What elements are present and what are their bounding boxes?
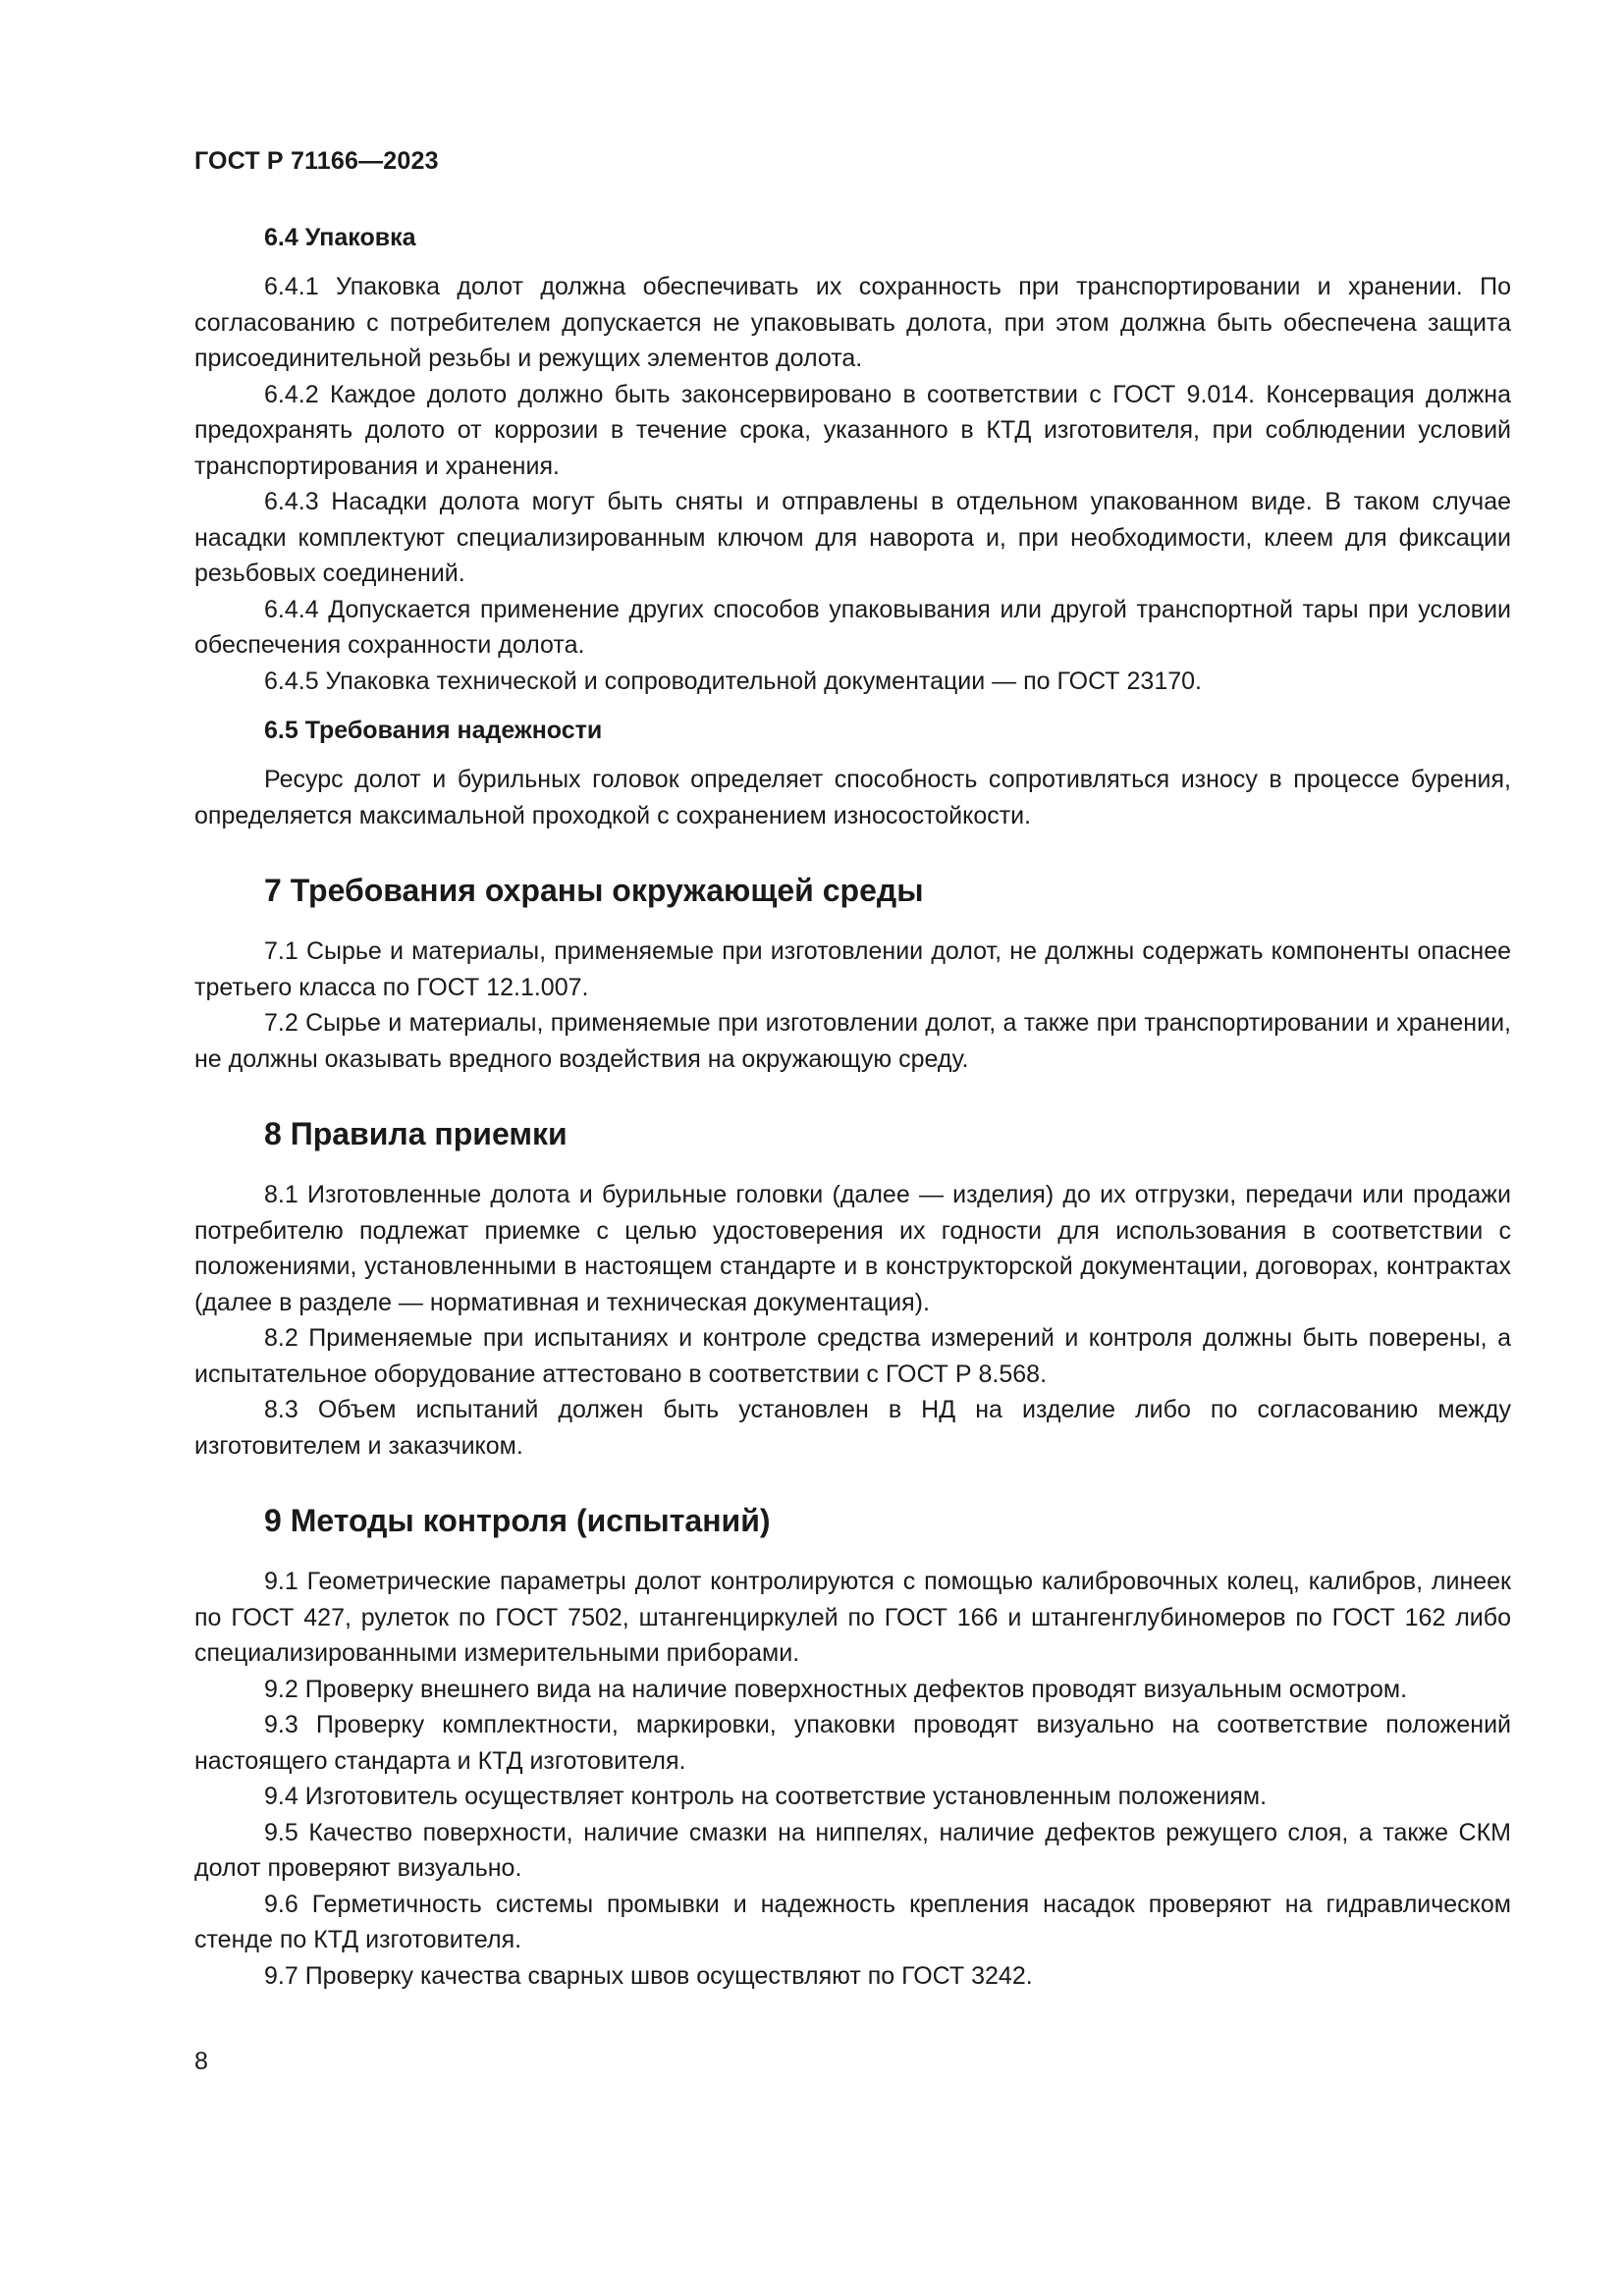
document-header: ГОСТ Р 71166—2023 [194, 147, 439, 175]
page-number: 8 [194, 2048, 208, 2075]
paragraph-6-4-1: 6.4.1 Упаковка долот должна обеспечивать их сохранность при транспортировании и хранении. По согласованию с потребителем допускается не упаковывать долота, при этом должна быть обеспечена защита присоединительной резьбы и режущих элементов долота. [194, 273, 1511, 372]
paragraph-6-4-2: 6.4.2 Каждое долото должно быть законсервировано в соответствии с ГОСТ 9.014. Консервация должна предохранять долото от коррозии в течение срока, указанного в КТД изготовителя, при соблюдении условий транспортирования и хранения. [194, 380, 1511, 480]
document-body [194, 220, 1511, 1994]
paragraph-9-5: 9.5 Качество поверхности, наличие смазки на ниппелях, наличие дефектов режущего слоя, а также СКМ долот проверяют визуально. [194, 1818, 1511, 1882]
section-title-8: 8 Правила приемки [264, 1116, 568, 1151]
section-title-7: 7 Требования охраны окружающей среды [264, 873, 924, 908]
subsection-title-6-5: 6.5 Требования надежности [264, 717, 603, 744]
paragraph-6-4-3: 6.4.3 Насадки долота могут быть сняты и отправлены в отдельном упакованном виде. В таком случае насадки комплектуют специализированным ключом для наворота и, при необходимости, клеем для фиксации резьбовых соединений. [194, 488, 1511, 587]
paragraph-7-2: 7.2 Сырье и материалы, применяемые при изготовлении долот, а также при транспортировании и хранении, не должны оказывать вредного воздействия на окружающую среду. [194, 1009, 1511, 1073]
paragraph-6-4-4: 6.4.4 Допускается применение других способов упаковывания или другой транспортной тары при условии обеспечения сохранности долота. [194, 595, 1511, 659]
paragraph-9-6: 9.6 Герметичность системы промывки и надежность крепления насадок проверяют на гидравлическом стенде по КТД изготовителя. [194, 1890, 1511, 1953]
paragraph-8-3: 8.3 Объем испытаний должен быть установлен в НД на изделие либо по согласованию между изготовителем и заказчиком. [194, 1396, 1511, 1460]
paragraph-8-1: 8.1 Изготовленные долота и бурильные головки (далее — изделия) до их отгрузки, передачи или продажи потребителю подлежат приемке с целью удостоверения их годности для использования в соответствии с положениями, установленными в настоящем стандарте и в конструкторской документации, договорах, контрактах (далее в разделе — нормативная и техническая документация). [194, 1181, 1511, 1316]
paragraph-6-5: Ресурс долот и бурильных головок определяет способность сопротивляться износу в процессе бурения, определяется максимальной проходкой с сохранением износостойкости. [194, 766, 1511, 829]
paragraph-9-2: 9.2 Проверку внешнего вида на наличие поверхностных дефектов проводят визуальным осмотром. [264, 1675, 1408, 1703]
subsection-title-6-4: 6.4 Упаковка [264, 224, 416, 251]
paragraph-6-4-5: 6.4.5 Упаковка технической и сопроводительной документации — по ГОСТ 23170. [264, 667, 1202, 695]
paragraph-9-7: 9.7 Проверку качества сварных швов осуществляют по ГОСТ 3242. [264, 1961, 1033, 1990]
paragraph-8-2: 8.2 Применяемые при испытаниях и контроле средства измерений и контроля должны быть поверены, а испытательное оборудование аттестовано в соответствии с ГОСТ Р 8.568. [194, 1324, 1511, 1388]
paragraph-9-1: 9.1 Геометрические параметры долот контролируются с помощью калибровочных колец, калибров, линеек по ГОСТ 427, рулеток по ГОСТ 7502, штангенциркулей по ГОСТ 166 и штангенглубиномеров по ГОСТ 162 либо специализированными измерительными приборами. [194, 1568, 1511, 1667]
paragraph-7-1: 7.1 Сырье и материалы, применяемые при изготовлении долот, не должны содержать компоненты опаснее третьего класса по ГОСТ 12.1.007. [194, 937, 1511, 1001]
paragraph-9-4: 9.4 Изготовитель осуществляет контроль на соответствие установленным положениям. [264, 1783, 1268, 1810]
section-title-9: 9 Методы контроля (испытаний) [264, 1503, 771, 1538]
paragraph-9-3: 9.3 Проверку комплектности, маркировки, упаковки проводят визуально на соответствие положений настоящего стандарта и КТД изготовителя. [194, 1711, 1511, 1775]
